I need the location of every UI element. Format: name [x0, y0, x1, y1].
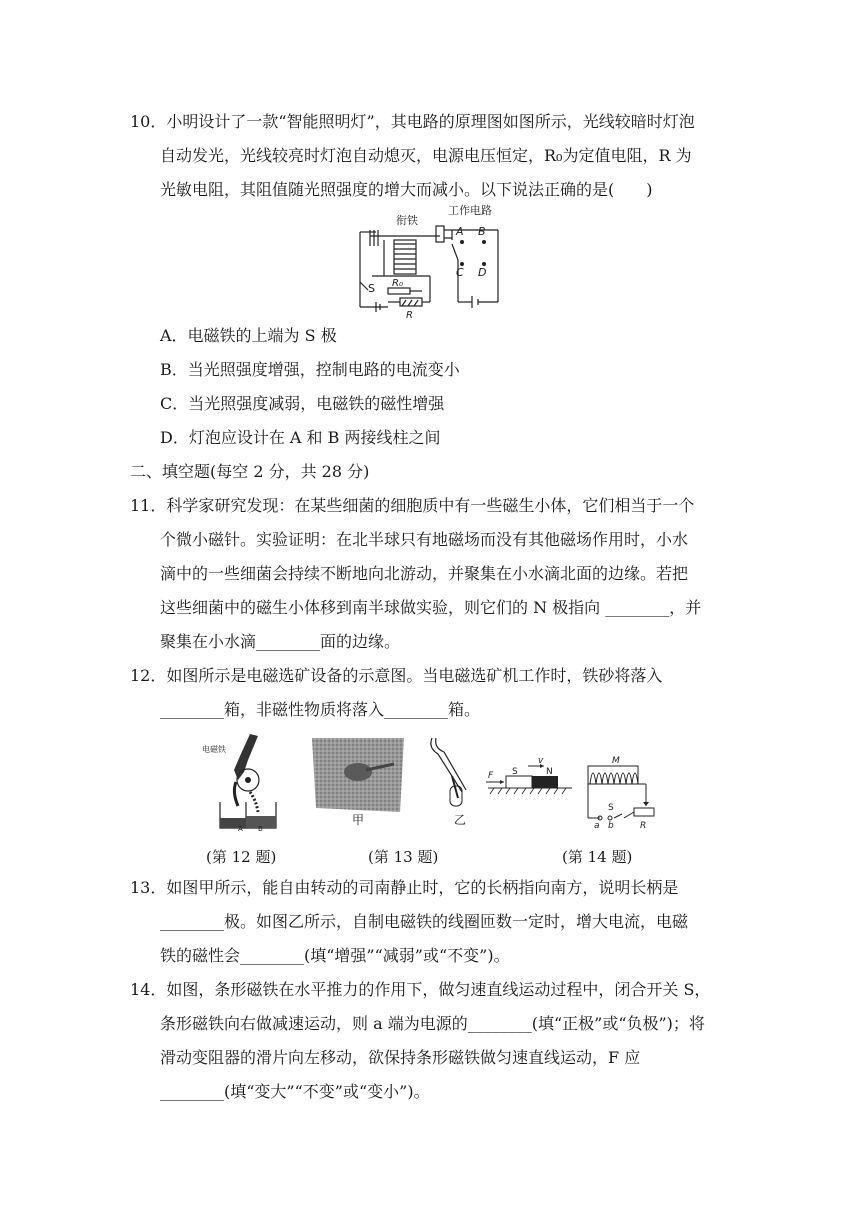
- q10-option-d: D．灯泡应设计在 A 和 B 两接线柱之间: [160, 428, 441, 447]
- q10-line-3: 光敏电阻，其阻值随光照强度的增大而减小。以下说法正确的是( ): [160, 180, 653, 199]
- fig13-jia-compass-spoon: [308, 736, 408, 826]
- fig14-v-label: v: [538, 756, 544, 766]
- terminal-b-label: B: [478, 225, 486, 238]
- q10-option-c: C．当光照强度减弱，电磁铁的磁性增强: [160, 394, 445, 413]
- fig14-a-label: a: [594, 821, 600, 830]
- q14-line-1: 14．如图，条形磁铁在水平推力的作用下，做匀速直线运动过程中，闭合开关 S，: [130, 980, 711, 999]
- terminal-d-label: D: [478, 266, 487, 279]
- r-label: R: [406, 310, 413, 320]
- q10-line-1: 10．小明设计了一款“智能照明灯”，其电路的原理图如图所示，光线较暗时灯泡: [130, 112, 695, 131]
- fig12-a-label: A: [238, 825, 243, 832]
- fig14-s-label: S: [512, 767, 518, 777]
- q14-line-2: 条形磁铁向右做减速运动，则 a 端为电源的________(填“正极”或“负极”)；将: [160, 1014, 705, 1033]
- fig12-ore-separator: [198, 732, 282, 832]
- q11-line-4: 这些细菌中的磁生小体移到南半球做实验，则它们的 N 极指向 ________，并: [160, 598, 702, 617]
- switch-s-label: S: [368, 282, 375, 295]
- q10-option-b: B．当光照强度增强，控制电路的电流变小: [160, 360, 460, 379]
- q11-line-5: 聚集在小水滴________面的边缘。: [160, 632, 401, 651]
- fig12-electromagnet-label: 电磁铁: [202, 745, 226, 754]
- q13-line-3: 铁的磁性会________(填“增强”“减弱”或“不变”)。: [160, 946, 510, 965]
- q13-line-2: ________极。如图乙所示，自制电磁铁的线圈匝数一定时，增大电流，电磁: [160, 912, 689, 931]
- fig12-b-label: B: [258, 825, 263, 832]
- q14-line-4: ________(填“变大”“不变”或“变小”)。: [160, 1082, 430, 1101]
- q11-line-3: 滴中的一些细菌会持续不断地向北游动，并聚集在小水滴北面的边缘。若把: [160, 564, 689, 583]
- terminal-c-label: C: [456, 266, 464, 279]
- fig14-f-label: F: [488, 771, 494, 781]
- work-circuit-label: 工作电路: [448, 204, 492, 217]
- fig12-caption: (第 12 题): [206, 848, 277, 866]
- section-heading: 二、填空题(每空 2 分，共 28 分): [130, 462, 370, 481]
- fig14-b-label: b: [608, 821, 614, 830]
- fig14-r-label: R: [640, 821, 647, 830]
- q11-line-2: 个微小磁针。实验证明：在北半球只有地磁场而没有其他磁场作用时，小水: [160, 530, 689, 549]
- fig13-caption: (第 13 题): [368, 848, 439, 866]
- q10-option-a: A．电磁铁的上端为 S 极: [160, 326, 337, 345]
- fig13-jia-label: 甲: [352, 813, 365, 826]
- q13-line-1: 13．如图甲所示，能自由转动的司南静止时，它的长柄指向南方，说明长柄是: [130, 878, 679, 897]
- armature-label: 衔铁: [396, 214, 418, 227]
- fig14-n-label: N: [546, 767, 553, 777]
- r0-label: R₀: [392, 278, 403, 289]
- q10-line-2: 自动发光，光线较亮时灯泡自动熄灭，电源电压恒定，R₀为定值电阻，R 为: [160, 146, 692, 165]
- fig14-caption: (第 14 题): [562, 848, 633, 866]
- terminal-a-label: A: [456, 225, 464, 238]
- q11-line-1: 11．科学家研究发现：在某些细菌的细胞质中有一些磁生小体，它们相当于一个: [130, 496, 695, 515]
- fig13-yi-label: 乙: [454, 813, 467, 826]
- fig13-yi-nail-magnet: [422, 736, 472, 826]
- q12-line-1: 12．如图所示是电磁选矿设备的示意图。当电磁选矿机工作时，铁砂将落入: [130, 666, 663, 685]
- q10-circuit-figure: [348, 202, 508, 320]
- q12-line-2: ________箱，非磁性物质将落入________箱。: [160, 700, 481, 719]
- fig14-magnet-solenoid: [484, 754, 670, 830]
- q14-line-3: 滑动变阻器的滑片向左移动，欲保持条形磁铁做匀速直线运动，F 应: [160, 1048, 641, 1067]
- fig14-m-label: M: [612, 756, 620, 766]
- fig14-switch-label: S: [608, 803, 614, 813]
